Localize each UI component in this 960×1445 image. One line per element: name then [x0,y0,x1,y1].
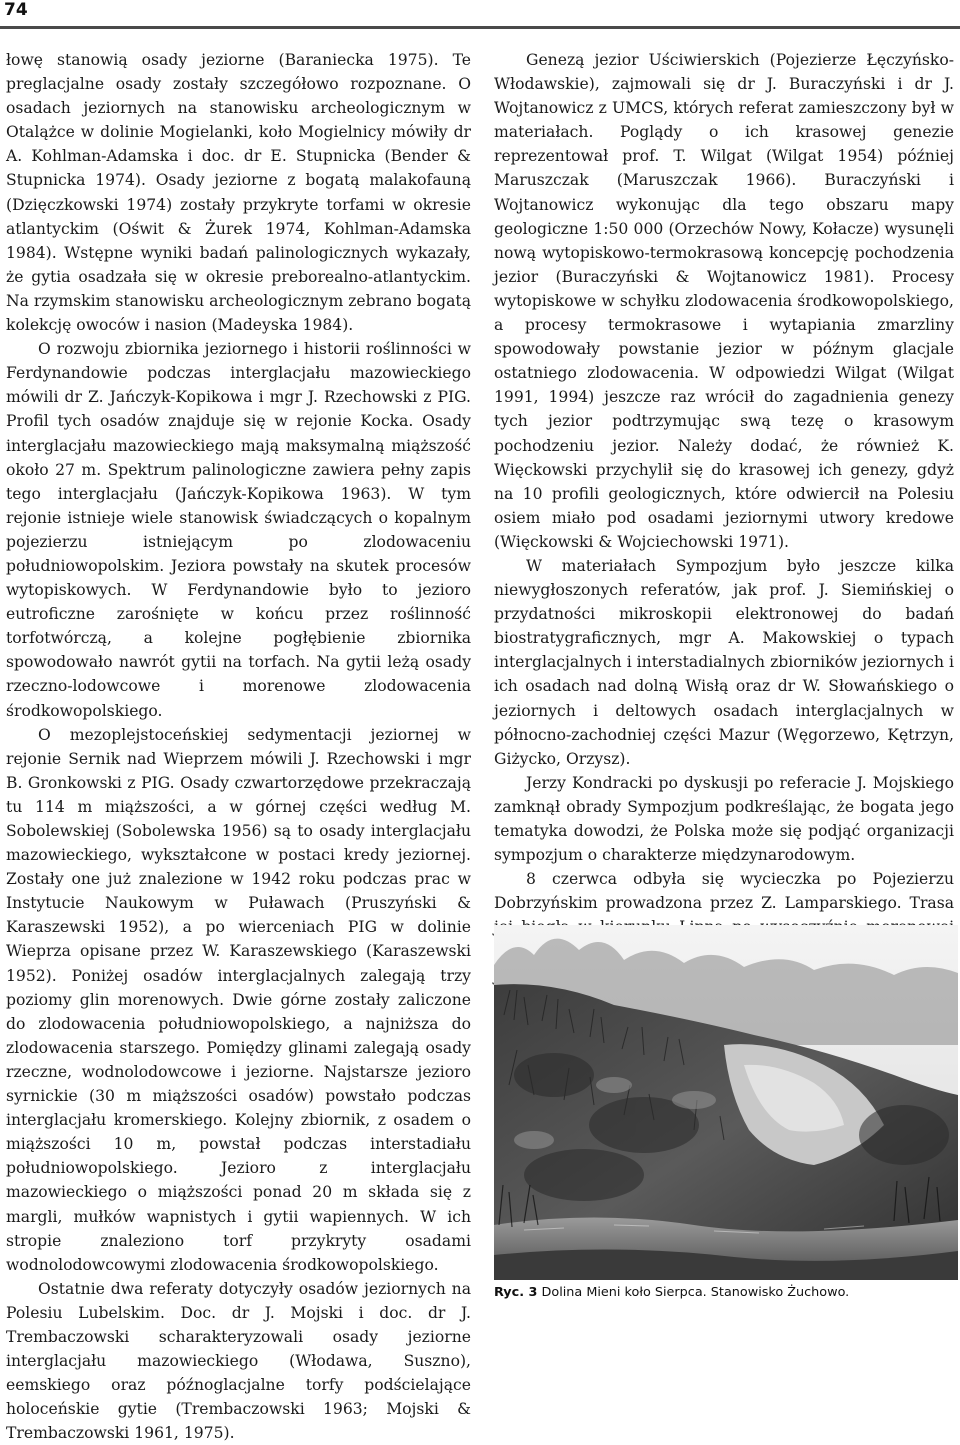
photo-valley-slope [494,925,958,1280]
left-column-paragraph: łowę stanowią osady jeziorne (Baraniecka 1975). Te preglacjalne osady zostały szczegółowo rozpoznane. O osadach jeziornych na stanowisku archeologicznym w Otalążce w dolinie Mogielanki, koło Mogielnicy mówiły dr A. Kohlman-Adamska i doc. dr E. Stupnicka (Bender & Stupnicka 1974). Osady jeziorne z bogatą malakofauną (Dzięczkowski 1974) zostały przykryte torfami w okresie atlantyckim (Oświt & Żurek 1974, Kohlman-Adamska 1984). Wstępne wyniki badań palinologicznych wykazały, że gytia osadzała się w okresie preborealno-atlantyckim. Na rzymskim stanowisku archeologicznym zebrano bogatą kolekcję owoców i nasion (Madeyska 1984). [6,51,471,335]
right-column [494,48,954,1036]
right-column-paragraph: Jerzy Kondracki po dyskusji po referacie J. Mojskiego zamknął obrady Sympozjum podkreślając, że bogata jego tematyka dowodzi, że Polska może się podjąć organizacji sympozjum o charakterze międzynarodowym. [494,773,954,865]
figure-photo [494,925,958,1280]
right-column-paragraph: 8 czerwca odbyła się wycieczka po Pojezierzu Dobrzyńskim prowadzona przez Z. Lamparskiego. Trasa [494,870,954,913]
left-column-paragraph: O rozwoju zbiornika jeziornego i historii roślinności w Ferdynandowie podczas interglacjału mazowieckiego mówili dr Z. Jańczyk-Kopikowa i mgr J. Rzechowski z PIG. Profil tych osadów znajduje się w rejonie Kocka. Osady interglacjału mazowieckiego mają maksymalną miąższość około 27 m. Spektrum palinologiczne zawiera pełny zapis tego interglacjału (Jańczyk-Kopikowa 1963). W tym rejonie istnieje wiele stanowisk świadczących o kopalnym pojezierzu istniejącym po zlodowaceniu południowopolskim. Jeziora powstały na skutek procesów wytopiskowych. W Ferdynandowie było to jezioro eutroficzne zarośnięte w końcu przez roślinność torfotwórczą, a kolejne pogłębienie zbiornika spowodowało nawrót gytii na torfach. Na gytii leżą osady rzeczno-lodowcowe i morenowe zlodowacenia środkowopolskiego. [6,340,471,720]
page-number: 74 [4,0,28,20]
right-column-paragraph: Genezą jezior Uściwierskich (Pojezierze Łęczyńsko-Włodawskie), zajmowali się dr J. Buraczyński i dr J. Wojtanowicz z UMCS, których referat zamieszczony był w materiałach. Poglądy o ich krasowej genezie reprezentował prof. T. Wilgat (Wilgat 1954) później Maruszczak (Maruszczak 1966). Buraczyński i Wojtanowicz wykonując dla tego obszaru mapy geologiczne 1:50 000 (Orzechów Nowy, Kołacze) wysunęli nową wytopiskowo-termokrasową koncepcję pochodzenia jezior (Buraczyński & Wojtanowicz 1981). Procesy wytopiskowe w schyłku zlodowacenia środkowopolskiego, a procesy termokrasowe i wytapiania zmarzliny spowodowały powstanie jezior w późnym glacjale ostatniego zlodowacenia. W odpowiedzi Wilgat (Wilgat 1991, 1994) jeszcze raz wrócił do zagadnienia genezy tych jezior podtrzymując swą tezę o krasowym pochodzeniu jezior. Należy dodać, że również K. Więckowski przychylił się do krasowej ich genezy, gdyż na 10 profili geologicznych, które odwiercił na Polesiu osiem miało pod osadami jeziornymi utwory kredowe (Więckowski & Wojciechowski 1971). [494,51,954,551]
figure-caption [494,1284,958,1302]
figure-caption-label: Ryc. 3 [494,1285,538,1300]
right-column-paragraph: W materiałach Sympozjum było jeszcze kilka niewygłoszonych referatów, jak prof. J. Siemińskiej o przydatności mikroskopii elektronowej do badań biostratygraficznych, mgr A. Makowskiej o typach interglacjalnych i interstadialnych zbiorników jeziornych i ich osadach nad dolną Wisłą oraz dr W. Słowańskiego o jeziornych i deltowych osadach interglacjalnych w północno-zachodniej części Mazur (Węgorzewo, Kętrzyn, Giżycko, Orzysz). [494,556,954,768]
left-column-paragraph: Ostatnie dwa referaty dotyczyły osadów jeziornych na Polesiu Lubelskim. Doc. dr J. Mojski i doc. dr J. Trembaczowski scharakteryzowali osady jeziorne interglacjału mazowieckiego (Włodawa, Suszno), eemskiego oraz późnoglacjalne torfy podścielające holoceńskie gytie (Trembaczowski 1963; Mojski & Trembaczowski 1961, 1975). [6,1279,471,1443]
header-rule [0,26,960,29]
left-column-paragraph: O mezoplejstoceńskiej sedymentacji jeziornej w rejonie Sernik nad Wieprzem mówili J. Rzechowski i mgr B. Gronkowski z PIG. Osady czwartorzędowe przekraczają tu 114 m miąższości, a w górnej części według M. Sobolewskiej (Sobolewska 1956) są to osady interglacjału mazowieckiego, wykształcone w postaci kredy jeziornej. Zostały one już znalezione w 1942 roku podczas prac w Instytucie Naukowym w Puławach (Pruszyński & Karaszewski 1952), a po wierceniach PIG w dolinie Wieprza opisane przez W. Karaszewskiego (Karaszewski 1952). Poniżej osadów interglacjalnych zalegają trzy poziomy glin morenowych. Dwie górne zostały zaliczone do zlodowacenia południowopolskiego, a najniższa do zlodowacenia starszego. Pomiędzy glinami zalegają osady rzeczne, wodnolodowcowe i jeziorne. Najstarsze jezioro syrnickie (30 m miąższości osadów) powstało podczas interglacjału kromerskiego. Kolejny zbiornik, z osadem o miąższości 10 m, powstał podczas interstadiału południowopolskiego. Jezioro z interglacjału mazowieckiego o miąższości ponad 20 m składa się z margli, mułków wapnistych i gytii wapiennych. W ich stropie znaleziono torf przykryty osadami wodnolodowcowymi zlodowacenia środkowopolskiego. [6,725,471,1274]
figure-caption-text: Dolina Mieni koło Sierpca. Stanowisko Żuchowo. [541,1285,850,1300]
left-column [6,48,471,1445]
